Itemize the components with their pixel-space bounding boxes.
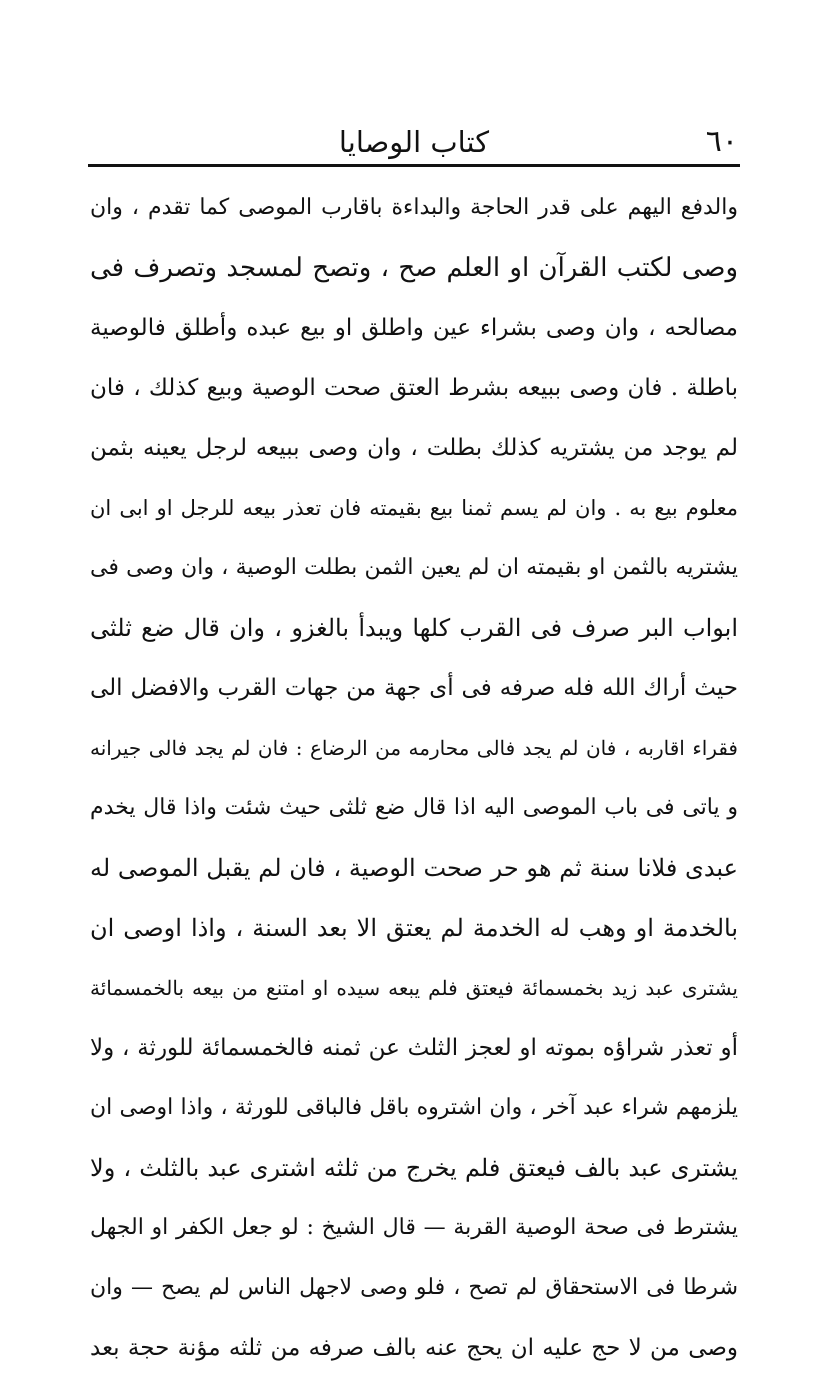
text-line: ابواب البر صرف فى القرب كلها ويبدأ بالغزو ، وان قال ضع ثلثى	[90, 614, 738, 642]
text-line: معلوم بيع به . وان لم يسم ثمنا بيع بقيمته فان تعذر بيعه للرجل او ابى ان	[90, 496, 738, 520]
text-line: مصالحه ، وان وصى بشراء عين واطلق او بيع عبده وأطلق فالوصية	[90, 315, 738, 341]
running-title: كتاب الوصايا	[338, 125, 490, 159]
text-line: عبدى فلانا سنة ثم هو حر صحت الوصية ، فان لم يقبل الموصى له	[90, 854, 738, 882]
text-line: وصى من لا حج عليه ان يحج عنه بالف صرفه من ثلثه مؤنة حجة بعد	[90, 1335, 738, 1361]
text-line: و ياتى فى باب الموصى اليه اذا قال ضع ثلثى حيث شئت واذا قال يخدم	[90, 795, 738, 820]
page-header	[90, 118, 738, 162]
text-line: حيث أراك الله فله صرفه فى أى جهة من جهات القرب والافضل الى	[90, 675, 738, 701]
text-line: يشتريه بالثمن او بقيمته ان لم يعين الثمن بطلت الوصية ، وان وصى فى	[90, 555, 738, 580]
text-line: والدفع اليهم على قدر الحاجة والبداءة باقارب الموصى كما تقدم ، وان	[90, 195, 738, 220]
text-line: لم يوجد من يشتريه كذلك بطلت ، وان وصى ببيعه لرجل يعينه بثمن	[90, 435, 738, 461]
text-line: شرطا فى الاستحقاق لم تصح ، فلو وصى لاجهل الناس لم يصح — وان	[90, 1275, 738, 1300]
page-number: ٦٠	[705, 124, 738, 159]
text-line: يشترى عبد زيد بخمسمائة فيعتق فلم يبعه سيده او امتنع من بيعه بالخمسمائة	[90, 976, 738, 1000]
text-line: يشترى عبد بالف فيعتق فلم يخرج من ثلثه اشترى عبد بالثلث ، ولا	[90, 1154, 738, 1182]
text-line: فقراء اقاربه ، فان لم يجد فالى محارمه من الرضاع : فان لم يجد فالى جيرانه	[90, 736, 738, 760]
text-line: يلزمهم شراء عبد آخر ، وان اشتروه باقل فالباقى للورثة ، واذا اوصى ان	[90, 1095, 738, 1120]
text-line: أو تعذر شراؤه بموته او لعجز الثلث عن ثمنه فالخمسمائة للورثة ، ولا	[90, 1035, 738, 1061]
body-text	[90, 178, 738, 1378]
text-line: وصى لكتب القرآن او العلم صح ، وتصح لمسجد وتصرف فى	[90, 253, 738, 283]
text-line: يشترط فى صحة الوصية القربة — قال الشيخ : لو جعل الكفر او الجهل	[90, 1215, 738, 1240]
text-line: باطلة . فان وصى ببيعه بشرط العتق صحت الوصية وبيع كذلك ، فان	[90, 375, 738, 401]
header-rule	[88, 164, 740, 167]
text-line: بالخدمة او وهب له الخدمة لم يعتق الا بعد السنة ، واذا اوصى ان	[90, 914, 738, 942]
